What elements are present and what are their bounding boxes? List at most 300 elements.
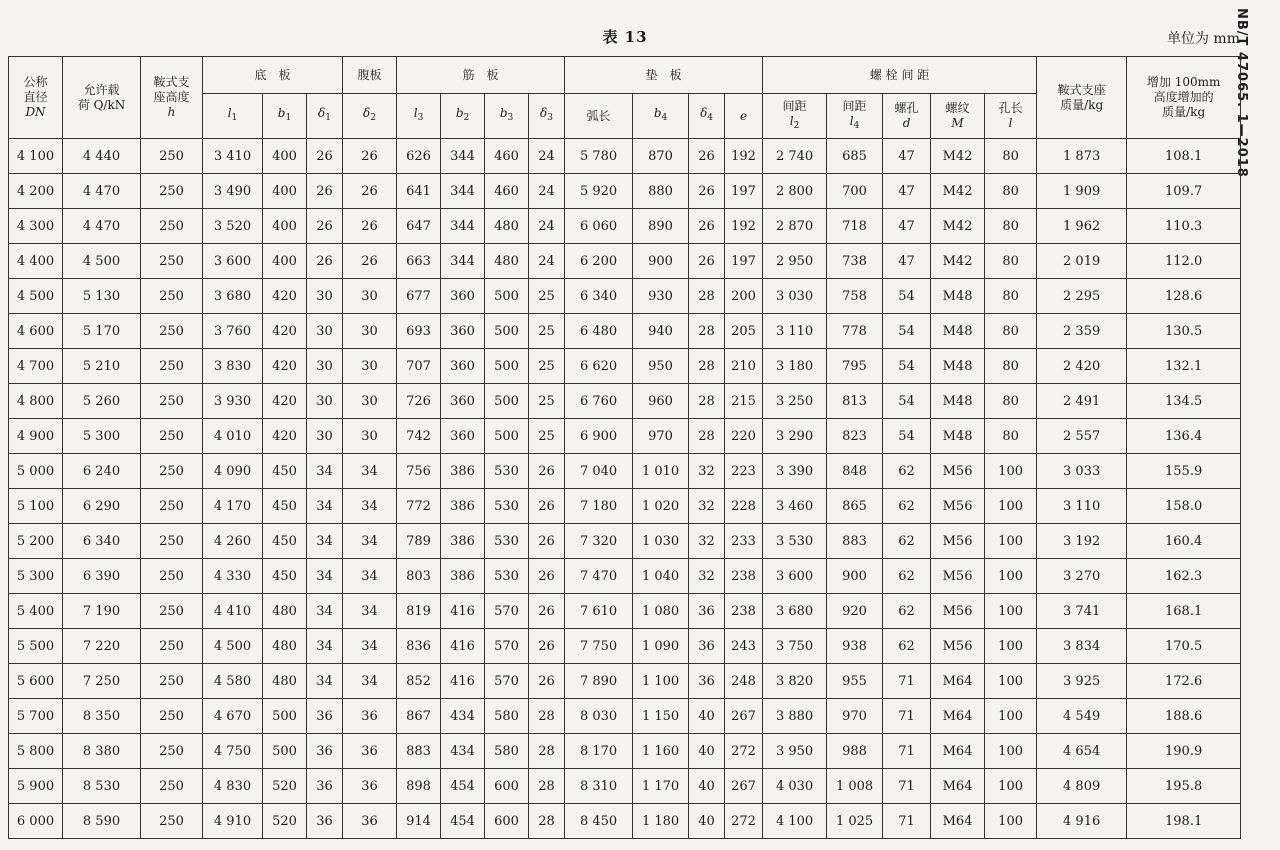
table-cell: 570 xyxy=(485,594,529,629)
table-cell: 71 xyxy=(883,699,931,734)
col-height: 鞍式支 座高度 h xyxy=(141,57,203,139)
table-cell: 100 xyxy=(985,629,1037,664)
table-cell: 100 xyxy=(985,699,1037,734)
table-cell: 772 xyxy=(397,489,441,524)
table-cell: 883 xyxy=(827,524,883,559)
table-cell: M56 xyxy=(931,454,985,489)
table-cell: 848 xyxy=(827,454,883,489)
table-cell: 3 820 xyxy=(763,664,827,699)
table-cell: 5 400 xyxy=(9,594,63,629)
table-cell: 32 xyxy=(689,524,725,559)
table-cell: 344 xyxy=(441,174,485,209)
table-cell: 819 xyxy=(397,594,441,629)
table-cell: 47 xyxy=(883,174,931,209)
table-cell: 970 xyxy=(827,699,883,734)
table-cell: 5 130 xyxy=(63,279,141,314)
col-d1: $\delta_1$ xyxy=(307,94,343,139)
table-cell: 250 xyxy=(141,139,203,174)
table-cell: 100 xyxy=(985,489,1037,524)
col-arc: 弧长 xyxy=(565,94,633,139)
table-cell: 2 870 xyxy=(763,209,827,244)
table-cell: 4 400 xyxy=(9,244,63,279)
table-cell: 160.4 xyxy=(1127,524,1241,559)
table-cell: 3 033 xyxy=(1037,454,1127,489)
table-cell: 3 741 xyxy=(1037,594,1127,629)
table-cell: 5 170 xyxy=(63,314,141,349)
table-cell: 5 900 xyxy=(9,769,63,804)
table-cell: 2 420 xyxy=(1037,349,1127,384)
table-cell: 28 xyxy=(689,384,725,419)
table-cell: 25 xyxy=(529,384,565,419)
table-cell: 192 xyxy=(725,209,763,244)
table-cell: 883 xyxy=(397,734,441,769)
table-cell: 34 xyxy=(343,559,397,594)
table-cell: 460 xyxy=(485,139,529,174)
table-cell: 970 xyxy=(633,419,689,454)
table-row xyxy=(9,139,1241,174)
table-cell: 4 654 xyxy=(1037,734,1127,769)
table-cell: 250 xyxy=(141,384,203,419)
table-cell: 162.3 xyxy=(1127,559,1241,594)
table-cell: 132.1 xyxy=(1127,349,1241,384)
table-cell: 836 xyxy=(397,629,441,664)
table-cell: 778 xyxy=(827,314,883,349)
saddle-support-table xyxy=(8,56,1241,839)
table-cell: 28 xyxy=(529,769,565,804)
table-cell: 480 xyxy=(263,629,307,664)
table-cell: 360 xyxy=(441,314,485,349)
table-cell: 400 xyxy=(263,244,307,279)
table-cell: 36 xyxy=(307,734,343,769)
table-cell: 3 950 xyxy=(763,734,827,769)
table-cell: 2 491 xyxy=(1037,384,1127,419)
table-cell: 7 040 xyxy=(565,454,633,489)
table-cell: 386 xyxy=(441,559,485,594)
col-d3: $\delta_3$ xyxy=(529,94,565,139)
table-cell: 108.1 xyxy=(1127,139,1241,174)
table-cell: M42 xyxy=(931,139,985,174)
table-cell: 789 xyxy=(397,524,441,559)
table-cell: 4 470 xyxy=(63,209,141,244)
table-cell: 344 xyxy=(441,244,485,279)
table-cell: 3 460 xyxy=(763,489,827,524)
table-cell: 1 025 xyxy=(827,804,883,839)
table-cell: 36 xyxy=(307,699,343,734)
table-title: 表 13 xyxy=(602,28,648,46)
table-cell: 28 xyxy=(689,279,725,314)
table-cell: 3 880 xyxy=(763,699,827,734)
table-cell: 34 xyxy=(307,559,343,594)
table-cell: 26 xyxy=(529,524,565,559)
table-cell: 30 xyxy=(307,279,343,314)
table-cell: 700 xyxy=(827,174,883,209)
table-cell: 4 410 xyxy=(203,594,263,629)
table-cell: 71 xyxy=(883,734,931,769)
table-cell: 663 xyxy=(397,244,441,279)
table-cell: 25 xyxy=(529,419,565,454)
table-cell: 100 xyxy=(985,734,1037,769)
table-cell: 28 xyxy=(689,419,725,454)
table-cell: 1 962 xyxy=(1037,209,1127,244)
table-cell: 62 xyxy=(883,594,931,629)
table-cell: 28 xyxy=(689,349,725,384)
table-cell: 434 xyxy=(441,699,485,734)
table-cell: M56 xyxy=(931,489,985,524)
table-cell: 250 xyxy=(141,559,203,594)
table-cell: 26 xyxy=(689,209,725,244)
table-cell: M64 xyxy=(931,804,985,839)
table-cell: 26 xyxy=(689,139,725,174)
table-row xyxy=(9,734,1241,769)
table-row xyxy=(9,384,1241,419)
table-cell: 898 xyxy=(397,769,441,804)
table-cell: 6 290 xyxy=(63,489,141,524)
table-cell: 110.3 xyxy=(1127,209,1241,244)
table-cell: 62 xyxy=(883,524,931,559)
table-cell: 4 800 xyxy=(9,384,63,419)
table-cell: 30 xyxy=(343,384,397,419)
table-cell: M42 xyxy=(931,244,985,279)
table-row xyxy=(9,244,1241,279)
table-cell: 24 xyxy=(529,174,565,209)
table-cell: 3 270 xyxy=(1037,559,1127,594)
table-cell: 34 xyxy=(307,489,343,524)
table-cell: 1 010 xyxy=(633,454,689,489)
table-cell: 100 xyxy=(985,454,1037,489)
table-cell: 4 100 xyxy=(9,139,63,174)
table-cell: 4 580 xyxy=(203,664,263,699)
table-cell: 47 xyxy=(883,139,931,174)
table-cell: 8 030 xyxy=(565,699,633,734)
table-cell: 4 600 xyxy=(9,314,63,349)
table-cell: 36 xyxy=(689,629,725,664)
table-cell: 198.1 xyxy=(1127,804,1241,839)
table-cell: 3 250 xyxy=(763,384,827,419)
table-cell: 34 xyxy=(307,454,343,489)
table-cell: 2 295 xyxy=(1037,279,1127,314)
table-cell: 4 809 xyxy=(1037,769,1127,804)
table-cell: 1 909 xyxy=(1037,174,1127,209)
table-cell: 4 670 xyxy=(203,699,263,734)
table-cell: M56 xyxy=(931,524,985,559)
table-cell: 34 xyxy=(307,524,343,559)
table-cell: 530 xyxy=(485,454,529,489)
table-cell: 34 xyxy=(343,454,397,489)
col-e: e xyxy=(725,94,763,139)
table-row xyxy=(9,594,1241,629)
table-cell: 677 xyxy=(397,279,441,314)
table-cell: 930 xyxy=(633,279,689,314)
table-row xyxy=(9,349,1241,384)
table-cell: 36 xyxy=(689,594,725,629)
table-cell: 2 800 xyxy=(763,174,827,209)
table-cell: 3 680 xyxy=(203,279,263,314)
table-row xyxy=(9,769,1241,804)
table-cell: 3 830 xyxy=(203,349,263,384)
col-load: 允许载 荷 Q/kN xyxy=(63,57,141,139)
table-cell: 250 xyxy=(141,594,203,629)
table-cell: 3 110 xyxy=(1037,489,1127,524)
table-cell: 71 xyxy=(883,804,931,839)
table-cell: 460 xyxy=(485,174,529,209)
table-cell: 738 xyxy=(827,244,883,279)
table-cell: 30 xyxy=(307,384,343,419)
table-cell: 34 xyxy=(343,664,397,699)
table-cell: 272 xyxy=(725,804,763,839)
table-cell: 6 900 xyxy=(565,419,633,454)
table-cell: 4 030 xyxy=(763,769,827,804)
table-cell: M48 xyxy=(931,419,985,454)
table-cell: 4 300 xyxy=(9,209,63,244)
table-cell: 360 xyxy=(441,419,485,454)
table-cell: 80 xyxy=(985,174,1037,209)
table-cell: 420 xyxy=(263,349,307,384)
table-cell: 8 310 xyxy=(565,769,633,804)
unit-label: 单位为 mm xyxy=(1166,31,1240,47)
table-cell: 28 xyxy=(529,734,565,769)
table-cell: 3 290 xyxy=(763,419,827,454)
table-body xyxy=(9,139,1241,839)
table-cell: 100 xyxy=(985,594,1037,629)
table-cell: 6 620 xyxy=(565,349,633,384)
table-cell: 80 xyxy=(985,279,1037,314)
col-b4: $b_4$ xyxy=(633,94,689,139)
table-cell: 386 xyxy=(441,489,485,524)
table-cell: 80 xyxy=(985,384,1037,419)
table-cell: 4 170 xyxy=(203,489,263,524)
table-cell: 5 260 xyxy=(63,384,141,419)
table-cell: 500 xyxy=(263,699,307,734)
table-cell: 197 xyxy=(725,244,763,279)
table-cell: 54 xyxy=(883,419,931,454)
table-cell: 250 xyxy=(141,804,203,839)
table-cell: 1 020 xyxy=(633,489,689,524)
table-cell: 250 xyxy=(141,314,203,349)
table-row xyxy=(9,489,1241,524)
table-cell: 938 xyxy=(827,629,883,664)
table-cell: 4 830 xyxy=(203,769,263,804)
table-cell: M56 xyxy=(931,559,985,594)
table-cell: 867 xyxy=(397,699,441,734)
table-cell: 24 xyxy=(529,209,565,244)
table-cell: 80 xyxy=(985,244,1037,279)
table-cell: 34 xyxy=(343,594,397,629)
table-cell: 742 xyxy=(397,419,441,454)
table-cell: 416 xyxy=(441,664,485,699)
table-cell: 34 xyxy=(307,594,343,629)
col-group-web-plate: 腹板 xyxy=(343,57,397,94)
table-cell: 195.8 xyxy=(1127,769,1241,804)
table-cell: 2 557 xyxy=(1037,419,1127,454)
table-cell: 600 xyxy=(485,804,529,839)
table-cell: 192 xyxy=(725,139,763,174)
table-cell: 26 xyxy=(343,209,397,244)
table-cell: 5 800 xyxy=(9,734,63,769)
table-cell: 454 xyxy=(441,804,485,839)
table-cell: 1 008 xyxy=(827,769,883,804)
table-cell: M64 xyxy=(931,699,985,734)
table-cell: 420 xyxy=(263,384,307,419)
table-cell: 360 xyxy=(441,349,485,384)
table-cell: 71 xyxy=(883,664,931,699)
table-cell: 1 040 xyxy=(633,559,689,594)
table-cell: 500 xyxy=(485,349,529,384)
table-cell: 344 xyxy=(441,139,485,174)
table-cell: 570 xyxy=(485,664,529,699)
table-cell: 914 xyxy=(397,804,441,839)
table-cell: 26 xyxy=(529,664,565,699)
table-cell: 26 xyxy=(529,629,565,664)
table-cell: 955 xyxy=(827,664,883,699)
col-group-bolt-spacing: 螺 栓 间 距 xyxy=(763,57,1037,94)
table-cell: 30 xyxy=(343,279,397,314)
table-cell: 6 760 xyxy=(565,384,633,419)
table-cell: 250 xyxy=(141,454,203,489)
table-cell: 865 xyxy=(827,489,883,524)
table-cell: 34 xyxy=(343,524,397,559)
table-cell: 7 610 xyxy=(565,594,633,629)
table-row xyxy=(9,174,1241,209)
table-cell: 4 330 xyxy=(203,559,263,594)
table-cell: 6 240 xyxy=(63,454,141,489)
table-cell: 718 xyxy=(827,209,883,244)
table-cell: 450 xyxy=(263,489,307,524)
table-cell: 803 xyxy=(397,559,441,594)
table-cell: 36 xyxy=(343,699,397,734)
table-cell: 960 xyxy=(633,384,689,419)
table-cell: 2 950 xyxy=(763,244,827,279)
table-cell: 3 600 xyxy=(203,244,263,279)
table-cell: 32 xyxy=(689,489,725,524)
col-b2: $b_2$ xyxy=(441,94,485,139)
table-cell: 870 xyxy=(633,139,689,174)
table-cell: 641 xyxy=(397,174,441,209)
table-cell: 220 xyxy=(725,419,763,454)
table-cell: M64 xyxy=(931,734,985,769)
table-cell: 1 170 xyxy=(633,769,689,804)
table-cell: M64 xyxy=(931,664,985,699)
table-cell: 420 xyxy=(263,279,307,314)
table-cell: 250 xyxy=(141,699,203,734)
table-cell: 250 xyxy=(141,524,203,559)
table-cell: M42 xyxy=(931,174,985,209)
table-cell: 26 xyxy=(529,489,565,524)
table-cell: 8 350 xyxy=(63,699,141,734)
table-cell: 4 500 xyxy=(9,279,63,314)
table-cell: 26 xyxy=(529,594,565,629)
table-row xyxy=(9,419,1241,454)
table-row xyxy=(9,804,1241,839)
standard-code-text: NB/T 47065. 1—2018 xyxy=(1234,8,1249,178)
table-cell: 47 xyxy=(883,209,931,244)
table-cell: 5 210 xyxy=(63,349,141,384)
table-cell: 267 xyxy=(725,699,763,734)
table-cell: 32 xyxy=(689,559,725,594)
col-dn: 公称 直径 DN xyxy=(9,57,63,139)
table-cell: 480 xyxy=(263,664,307,699)
table-cell: 2 019 xyxy=(1037,244,1127,279)
table-cell: 520 xyxy=(263,769,307,804)
table-cell: 26 xyxy=(307,244,343,279)
table-cell: 238 xyxy=(725,559,763,594)
table-cell: 36 xyxy=(343,804,397,839)
table-cell: 3 390 xyxy=(763,454,827,489)
table-cell: 62 xyxy=(883,489,931,524)
table-cell: 8 590 xyxy=(63,804,141,839)
table-cell: 158.0 xyxy=(1127,489,1241,524)
table-cell: 4 916 xyxy=(1037,804,1127,839)
table-cell: 3 680 xyxy=(763,594,827,629)
table-cell: 4 090 xyxy=(203,454,263,489)
table-cell: 1 080 xyxy=(633,594,689,629)
table-cell: 570 xyxy=(485,629,529,664)
table-cell: 988 xyxy=(827,734,883,769)
col-mass: 鞍式支座 质量/kg xyxy=(1037,57,1127,139)
table-cell: 480 xyxy=(485,244,529,279)
table-cell: 80 xyxy=(985,349,1037,384)
table-cell: 7 750 xyxy=(565,629,633,664)
table-cell: 190.9 xyxy=(1127,734,1241,769)
table-cell: 100 xyxy=(985,664,1037,699)
table-cell: 6 340 xyxy=(565,279,633,314)
table-cell: 8 380 xyxy=(63,734,141,769)
table-cell: 530 xyxy=(485,559,529,594)
table-cell: 8 450 xyxy=(565,804,633,839)
table-cell: 454 xyxy=(441,769,485,804)
table-cell: M42 xyxy=(931,209,985,244)
table-cell: 4 900 xyxy=(9,419,63,454)
table-cell: 34 xyxy=(343,489,397,524)
col-l2: 间距 $l_2$ xyxy=(763,94,827,139)
table-cell: 100 xyxy=(985,769,1037,804)
table-cell: 30 xyxy=(307,314,343,349)
table-cell: 26 xyxy=(307,209,343,244)
table-cell: 5 200 xyxy=(9,524,63,559)
table-cell: 80 xyxy=(985,419,1037,454)
table-cell: 30 xyxy=(343,314,397,349)
table-cell: 530 xyxy=(485,524,529,559)
table-cell: 5 780 xyxy=(565,139,633,174)
table-row xyxy=(9,314,1241,349)
table-cell: 3 110 xyxy=(763,314,827,349)
table-cell: 54 xyxy=(883,279,931,314)
table-cell: 900 xyxy=(827,559,883,594)
table-cell: 756 xyxy=(397,454,441,489)
table-cell: 386 xyxy=(441,524,485,559)
table-cell: 420 xyxy=(263,314,307,349)
table-cell: 3 760 xyxy=(203,314,263,349)
col-thread: 螺纹 M xyxy=(931,94,985,139)
table-cell: 1 090 xyxy=(633,629,689,664)
table-cell: 80 xyxy=(985,139,1037,174)
table-cell: 34 xyxy=(307,664,343,699)
table-cell: 580 xyxy=(485,699,529,734)
table-cell: 100 xyxy=(985,804,1037,839)
table-cell: 136.4 xyxy=(1127,419,1241,454)
table-cell: 726 xyxy=(397,384,441,419)
table-cell: 3 410 xyxy=(203,139,263,174)
table-cell: 3 180 xyxy=(763,349,827,384)
table-cell: 26 xyxy=(529,559,565,594)
table-row xyxy=(9,629,1241,664)
table-cell: 26 xyxy=(307,174,343,209)
table-cell: 233 xyxy=(725,524,763,559)
col-d2: $\delta_2$ xyxy=(343,94,397,139)
table-cell: 7 220 xyxy=(63,629,141,664)
table-cell: 80 xyxy=(985,209,1037,244)
table-cell: 813 xyxy=(827,384,883,419)
table-cell: 28 xyxy=(689,314,725,349)
